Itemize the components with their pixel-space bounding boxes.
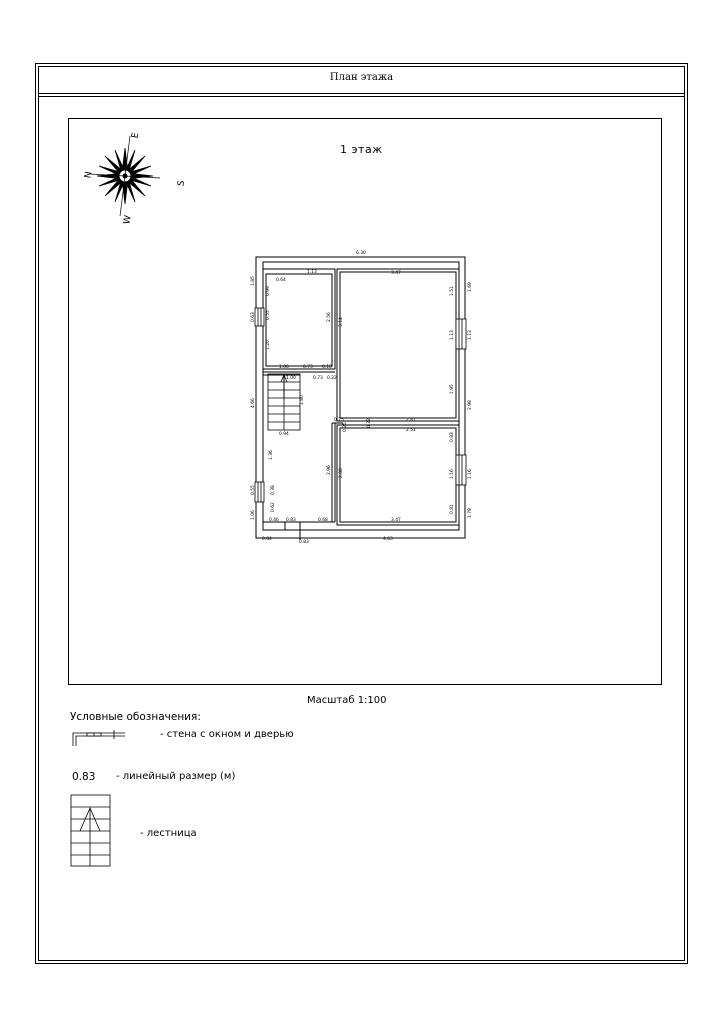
dim-label: 2.88 bbox=[339, 468, 344, 478]
dim-label: 1.13 bbox=[468, 330, 473, 340]
legend-wall-symbol bbox=[73, 730, 125, 746]
dim-label: 2.56 bbox=[327, 312, 332, 322]
compass-s-label: S bbox=[176, 179, 188, 188]
dim-label: 0.64 bbox=[276, 278, 286, 283]
dim-label: 1.36 bbox=[269, 450, 274, 460]
dim-label: 0.73 bbox=[313, 376, 323, 381]
dim-label: 1.13 bbox=[450, 330, 455, 340]
dim-label: 0.63 bbox=[251, 312, 256, 322]
dim-label: 6.30 bbox=[356, 251, 366, 256]
floor-plan-walls bbox=[256, 257, 465, 540]
dimension-labels bbox=[250, 250, 473, 545]
dim-label: 0.84 bbox=[262, 537, 272, 542]
window-marks bbox=[255, 308, 466, 502]
dim-label: 0.22 bbox=[327, 376, 337, 381]
dim-label: 1.20 bbox=[266, 340, 271, 350]
dim-label: 0.38 bbox=[271, 485, 276, 495]
legend-stair-symbol bbox=[71, 795, 110, 866]
legend-dim-value: 0.83 bbox=[72, 771, 96, 783]
dim-label: 1.95 bbox=[450, 384, 455, 394]
dim-label: 0.62 bbox=[271, 502, 276, 512]
dim-label: 1.79 bbox=[468, 508, 473, 518]
dim-label: 0.55 bbox=[266, 310, 271, 320]
dim-label: 1.16 bbox=[468, 469, 473, 479]
dim-label: 1.06 bbox=[279, 365, 289, 370]
stair-icon bbox=[268, 374, 300, 430]
dim-label: 2.98 bbox=[468, 400, 473, 410]
dim-label: 0.73 bbox=[303, 365, 313, 370]
dim-label: 0.25 bbox=[334, 418, 344, 423]
dim-label: 1.80 bbox=[300, 395, 305, 405]
dim-label: 0.83 bbox=[299, 540, 309, 545]
dim-label: 1.06 bbox=[251, 510, 256, 520]
dim-label: 2.81 bbox=[406, 418, 416, 423]
floor-label: 1 этаж bbox=[340, 143, 383, 156]
compass-n-label: N bbox=[83, 170, 95, 180]
compass-rose-icon bbox=[90, 136, 160, 216]
legend-title: Условные обозначения: bbox=[70, 711, 201, 723]
dim-label: 0.99 bbox=[266, 286, 271, 296]
dim-label: 3.47 bbox=[391, 518, 401, 523]
dim-label: 0.81 bbox=[450, 504, 455, 514]
compass-w-label: W bbox=[122, 214, 134, 226]
dim-label: 0.18 bbox=[322, 365, 332, 370]
dim-label: 1.69 bbox=[468, 282, 473, 292]
dim-label: 0.25 bbox=[343, 422, 348, 432]
dim-label: 0.83 bbox=[450, 432, 455, 442]
dim-label: 0.83 bbox=[286, 518, 296, 523]
dim-label: 0.46 bbox=[269, 518, 279, 523]
dim-label: 1.13 bbox=[307, 270, 317, 275]
scale-label: Масштаб 1:100 bbox=[307, 695, 387, 706]
dim-label: 1.16 bbox=[450, 469, 455, 479]
dim-label: 4.63 bbox=[383, 537, 393, 542]
dim-label: 3.47 bbox=[391, 271, 401, 276]
sheet-title: План этажа bbox=[329, 72, 394, 83]
legend-dim-text: - линейный размер (м) bbox=[116, 771, 236, 782]
dim-label: 0.68 bbox=[318, 518, 328, 523]
dim-label: 3.14 bbox=[339, 317, 344, 327]
dim-label: 2.96 bbox=[327, 465, 332, 475]
dim-label: 2.51 bbox=[406, 428, 416, 433]
dim-label: 1.85 bbox=[251, 276, 256, 286]
dim-label: 0.55 bbox=[251, 485, 256, 495]
dim-label: 4.66 bbox=[251, 398, 256, 408]
legend-wall-text: - стена с окном и дверью bbox=[160, 729, 294, 740]
compass-e-label: E bbox=[130, 131, 142, 140]
dim-label: 1.00 bbox=[286, 376, 296, 381]
dim-label: 0.94 bbox=[279, 432, 289, 437]
legend-stair-text: - лестница bbox=[140, 828, 197, 839]
dim-label: 1.51 bbox=[450, 286, 455, 296]
dim-label: 0.22 bbox=[367, 418, 372, 428]
